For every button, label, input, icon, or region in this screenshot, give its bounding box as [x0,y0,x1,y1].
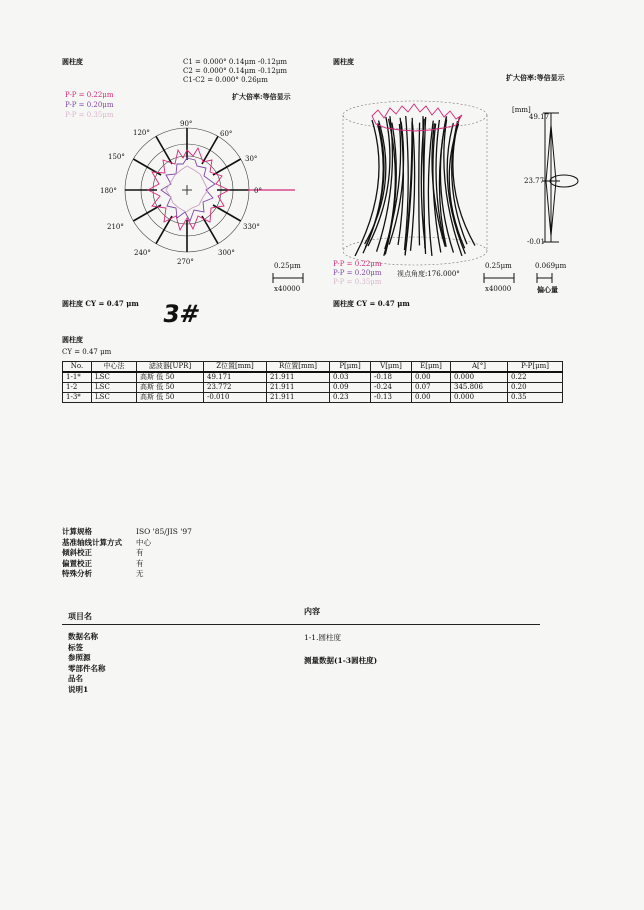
info-left-header: 项目名 [68,611,92,621]
cylinder-generatrices [355,116,475,256]
table-header-row [63,362,563,373]
angle-label-210: 210° [107,223,124,231]
table-row [63,372,563,383]
table-cell: -0.24 [371,383,412,393]
generatrix-line [419,123,420,246]
eccentric-value: 0.069μm [535,262,567,270]
table-cell: 高斯 低 50 [137,372,204,383]
table-cell: 0.00 [412,393,451,403]
setting-row [62,569,192,580]
left-pp-3: P-P = 0.35μm [65,111,114,119]
cylinder-plot [0,0,644,320]
eccentric-label: 偏心量 [537,285,558,294]
table-header-cell: P-P[μm] [508,362,563,373]
setting-value: ISO '85/JIS '97 [136,527,192,536]
scale-unit: [mm] [512,106,531,114]
right-scale-bars [484,273,552,283]
table-cell: 0.07 [412,383,451,393]
table-cell: LSC [92,372,137,383]
angle-label-0: 0° [254,187,262,195]
left-cy-label: 圆柱度 CY = 0.47 μm [62,299,139,308]
setting-value: 中心 [136,537,151,547]
right-scale-value: 0.25μm [485,262,512,270]
table-cell: 0.20 [508,383,563,393]
generatrix-line [368,117,390,246]
table-cell: 1-2 [63,383,92,393]
table-cell: 1-3* [63,393,92,403]
setting-label: 特殊分析 [62,569,92,578]
right-magnification: x40000 [485,285,512,293]
setting-value: 有 [136,558,144,568]
info-labels [68,632,106,695]
table-cell: 23.772 [204,383,267,393]
table-cell: 0.23 [330,393,371,403]
table-cell: 0.22 [508,372,563,383]
c1-readout: C1 = 0.000° 0.14μm -0.12μm [183,58,288,66]
setting-label: 基准轴线计算方式 [62,537,122,547]
angle-label-330: 330° [243,223,260,231]
setting-row [62,527,192,538]
angle-label-90: 90° [180,120,193,128]
setting-label: 计算规格 [62,527,92,536]
setting-value: 无 [136,569,144,578]
table-header-cell: Z位置[mm] [204,362,267,373]
setting-label: 倾斜校正 [62,548,92,557]
scale-top-value: 49.17 [529,113,550,121]
table-header-cell: P[μm] [330,362,371,373]
table-cell: 345.806 [451,383,508,393]
table-cell: 0.00 [412,372,451,383]
generatrix-line [355,120,379,256]
info-value-data-name: 1-1.圆柱度 [304,633,341,642]
table-cell: LSC [92,393,137,403]
info-right-header: 内容 [304,606,320,616]
measurement-table [62,361,563,403]
table-cell: 49.171 [204,372,267,383]
summary-title: 圆柱度 [62,335,83,344]
info-label: 说明1 [68,684,89,694]
table-cell: 0.000 [451,393,508,403]
angle-label-150: 150° [108,153,125,161]
angle-label-120: 120° [133,129,150,137]
left-magnification: x40000 [274,285,301,293]
table-cell: -0.13 [371,393,412,403]
info-label: 参照源 [68,653,91,662]
table-cell: 0.03 [330,372,371,383]
setting-row [62,538,192,549]
table-header-cell: V[μm] [371,362,412,373]
generatrix-line [449,124,464,248]
table-row [63,383,563,393]
info-label: 零部件名称 [68,663,106,673]
table-cell: 0.000 [451,372,508,383]
info-label: 标签 [68,642,83,652]
generatrix-line [365,124,383,248]
angle-label-60: 60° [220,130,233,138]
scale-mid-value: 23.77 [524,177,545,185]
setting-row [62,548,192,559]
table-cell: 21.911 [267,393,330,403]
left-scale-value: 0.25μm [274,262,301,270]
c2-readout: C2 = 0.000° 0.14μm -0.12μm [183,67,288,75]
angle-label-300: 300° [218,249,235,257]
left-pp-2: P-P = 0.20μm [65,101,114,109]
table-cell: 0.35 [508,393,563,403]
info-label: 品名 [68,674,83,683]
table-header-cell: 滤波器[UPR] [137,362,204,373]
info-label: 数据名称 [68,632,98,641]
handwritten-note: 3# [161,300,202,328]
left-pp-1: P-P = 0.22μm [65,91,114,99]
right-chart-title: 圆柱度 [333,57,354,66]
scale-bottom-value: -0.01 [527,238,545,246]
table-header-cell: E[μm] [412,362,451,373]
angle-label-270: 270° [177,258,194,266]
table-cell: 高斯 低 50 [137,393,204,403]
c1c2-readout: C1-C2 = 0.000° 0.26μm [183,76,268,84]
left-mag-mode: 扩大倍率:等倍显示 [232,92,291,101]
right-pp-2: P-P = 0.20μm [333,269,382,277]
right-pp-1: P-P = 0.22μm [333,260,382,268]
table-header-cell: A[°] [451,362,508,373]
table-cell: LSC [92,383,137,393]
table-cell: 高斯 低 50 [137,383,204,393]
right-mag-mode: 扩大倍率:等倍显示 [506,73,565,82]
table-cell: -0.010 [204,393,267,403]
setting-row [62,559,192,570]
angle-label-180: 180° [100,187,117,195]
summary-cy: CY = 0.47 μm [62,348,112,356]
right-pp-3: P-P = 0.35μm [333,278,382,286]
table-header-cell: 中心法 [92,362,137,373]
generatrix-line [424,117,426,254]
info-value-source: 测量数据(1-3圆柱度) [304,656,378,665]
right-cy-label: 圆柱度 CY = 0.47 μm [333,299,410,308]
view-angle: 视点角度:176.000° [397,270,460,278]
table-cell: 1-1* [63,372,92,383]
table-header-cell: No. [63,362,92,373]
setting-label: 偏置校正 [62,558,92,568]
info-divider [62,624,540,625]
angle-label-30: 30° [245,155,258,163]
table-cell: 0.09 [330,383,371,393]
table-cell: 21.911 [267,372,330,383]
settings-block [62,527,192,580]
angle-label-240: 240° [134,249,151,257]
table-row [63,393,563,403]
setting-value: 有 [136,548,144,557]
table-cell: -0.18 [371,372,412,383]
table-cell: 21.911 [267,383,330,393]
table-header-cell: R位置[mm] [267,362,330,373]
left-chart-title: 圆柱度 [62,57,83,66]
axis-scale [542,113,578,242]
